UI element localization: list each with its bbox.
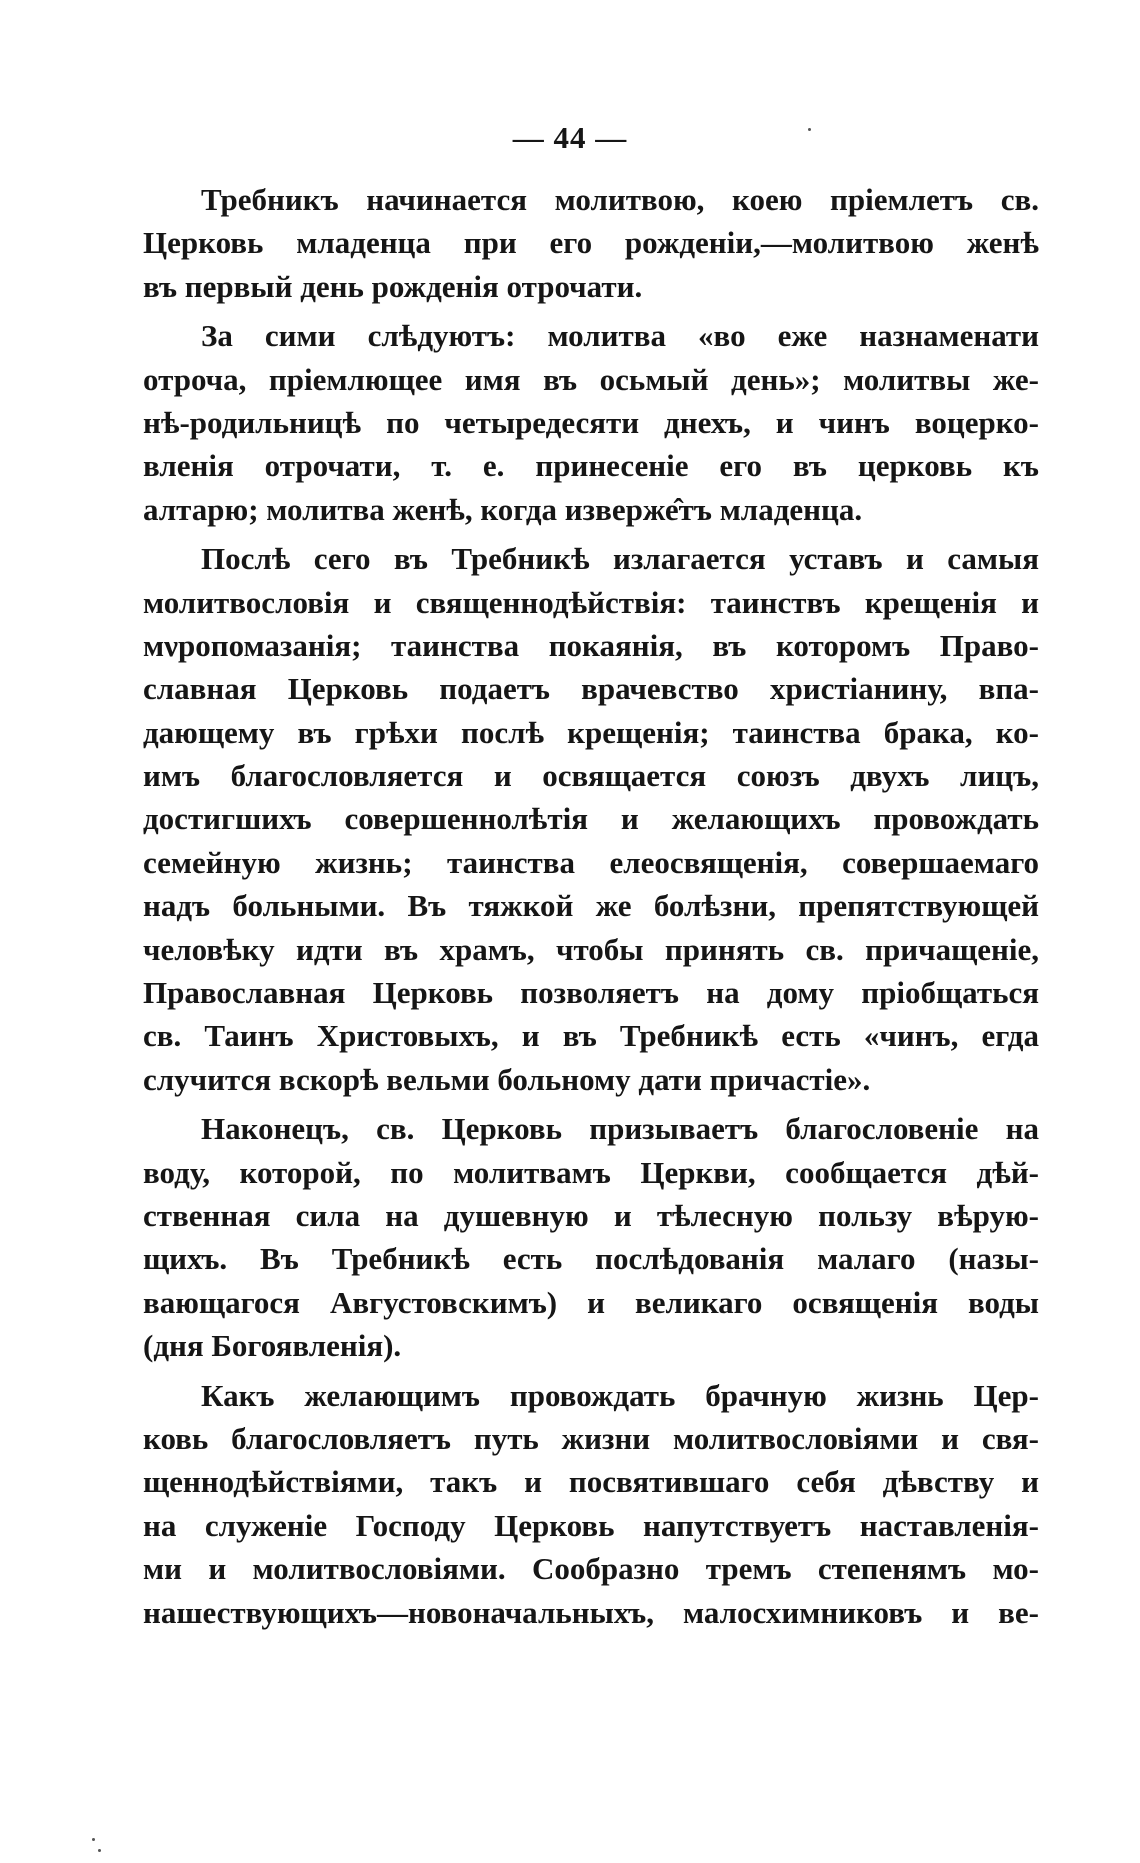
text-line: щихъ. Въ Требникѣ есть послѣдованія малаго (назы- bbox=[143, 1241, 1039, 1277]
text-line: воду, которой, по молитвамъ Церкви, сообщается дѣй- bbox=[143, 1154, 1039, 1190]
text-line: ми и молитвословіями. Сообразно тремъ степенямъ мо- bbox=[143, 1551, 1039, 1587]
text-line: человѣку идти въ храмъ, чтобы принять св. причащеніе, bbox=[143, 931, 1039, 967]
text-line: щеннодѣйствіями, такъ и посвятившаго себя дѣвству и bbox=[143, 1464, 1039, 1500]
text-line: славная Церковь подаетъ врачевство христіанину, впа- bbox=[143, 671, 1039, 707]
text-line: алтарю; молитва женѣ, когда изверже̂тъ младенца. bbox=[143, 491, 863, 527]
scan-speck bbox=[98, 1849, 101, 1852]
text-line: случится вскорѣ вельми больному дати причастіе». bbox=[143, 1061, 871, 1097]
text-line: Наконецъ, св. Церковь призываетъ благословеніе на bbox=[201, 1111, 1039, 1147]
text-line: Церковь младенца при его рожденіи,—молитвою женѣ bbox=[143, 225, 1039, 261]
text-line: Требникъ начинается молитвою, коею пріемлетъ св. bbox=[201, 182, 1039, 217]
text-line: надъ больными. Въ тяжкой же болѣзни, препятствующей bbox=[143, 888, 1039, 924]
text-line: отроча, пріемлющее имя въ осьмый день»; молитвы же- bbox=[143, 361, 1039, 397]
scan-speck bbox=[808, 128, 811, 131]
scan-speck bbox=[92, 1838, 95, 1841]
text-line: Послѣ сего въ Требникѣ излагается уставъ и самыя bbox=[201, 541, 1039, 577]
text-line: на служеніе Господу Церковь напутствуетъ наставленія- bbox=[143, 1507, 1039, 1543]
text-line: дающему въ грѣхи послѣ крещенія; таинства брака, ко- bbox=[143, 714, 1039, 750]
text-line: вающагося Августовскимъ) и великаго освященія воды bbox=[143, 1284, 1039, 1320]
text-line: въ первый день рожденія отрочати. bbox=[143, 268, 643, 304]
body-text bbox=[143, 178, 1039, 1634]
text-line: нѣ-родильницѣ по четыредесяти днехъ, и чинъ воцерко- bbox=[143, 404, 1039, 440]
text-line: св. Таинъ Христовыхъ, и въ Требникѣ есть «чинъ, егда bbox=[143, 1018, 1039, 1054]
text-line: ственная сила на душевную и тѣлесную пользу вѣрую- bbox=[143, 1197, 1039, 1233]
page-number: — 44 — bbox=[512, 120, 628, 155]
text-line: молитвословія и священнодѣйствія: таинствъ крещенія и bbox=[143, 584, 1039, 620]
text-line: нашествующихъ—новоначальныхъ, малосхимниковъ и ве- bbox=[143, 1594, 1039, 1630]
text-line: мνропомазанія; таинства покаянія, въ которомъ Право- bbox=[143, 627, 1039, 663]
text-line: За сими слѣдуютъ: молитва «во еже назнаменати bbox=[201, 318, 1039, 354]
text-line: имъ благословляется и освящается союзъ двухъ лицъ, bbox=[143, 758, 1039, 794]
text-line: Какъ желающимъ провождать брачную жизнь Цер- bbox=[201, 1377, 1039, 1413]
text-line: достигшихъ совершеннолѣтія и желающихъ провождать bbox=[143, 801, 1039, 837]
text-line: Православная Церковь позволяетъ на дому пріобщаться bbox=[143, 975, 1039, 1011]
text-line: вленія отрочати, т. е. принесеніе его въ церковь къ bbox=[143, 448, 1039, 484]
text-line: семейную жизнь; таинства елеосвященія, совершаемаго bbox=[143, 844, 1039, 880]
text-line: (дня Богоявленія). bbox=[143, 1328, 402, 1364]
text-line: ковь благословляетъ путь жизни молитвословіями и свя- bbox=[143, 1420, 1039, 1456]
